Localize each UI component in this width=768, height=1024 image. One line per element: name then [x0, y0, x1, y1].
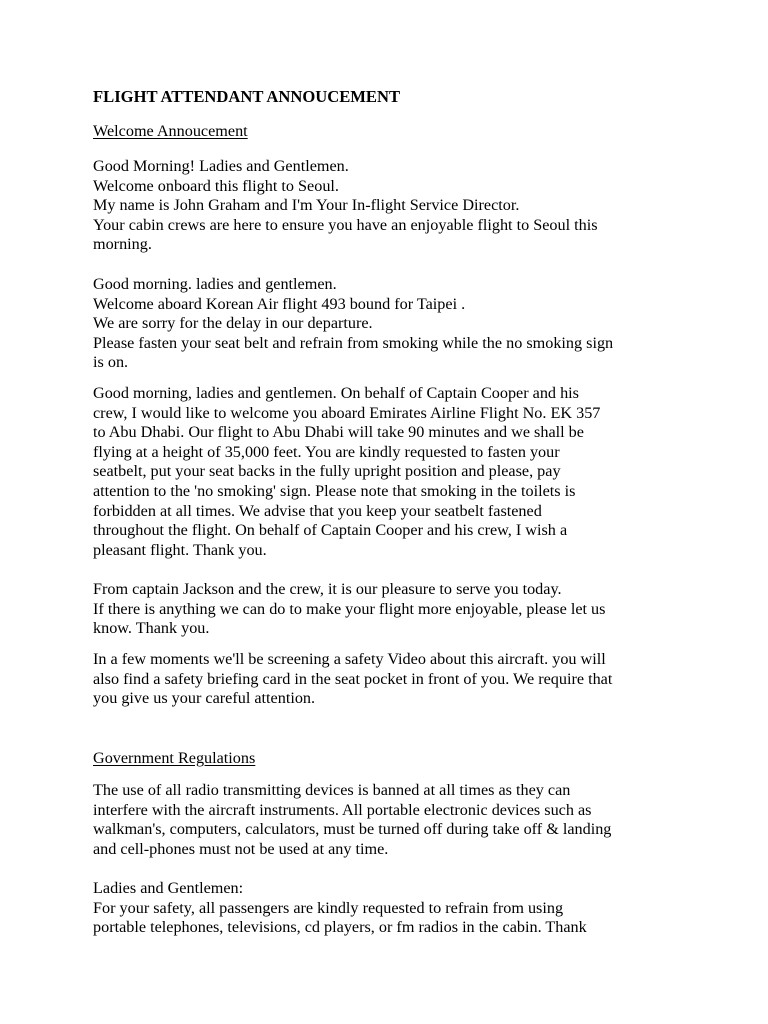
text-line: From captain Jackson and the crew, it is our pleasure to serve you today.	[93, 580, 562, 598]
text-line: If there is anything we can do to make your flight more enjoyable, please let us	[93, 599, 606, 618]
government-section-heading	[93, 749, 693, 769]
text-line: pleasant flight. Thank you.	[93, 540, 267, 559]
text-line: flying at a height of 35,000 feet. You are kindly requested to fasten your	[93, 442, 560, 461]
text-line: We are sorry for the delay in our departure.	[93, 314, 373, 333]
heading-text: Welcome Annoucement	[93, 122, 248, 140]
text-line: Your cabin crews are here to ensure you have an enjoyable flight to Seoul this	[93, 215, 598, 234]
text-line: is on.	[93, 353, 129, 372]
text-line: morning.	[93, 235, 152, 254]
text-line: Welcome aboard Korean Air flight 493 bound for Taipei .	[93, 294, 466, 313]
text-line: to Abu Dhabi. Our flight to Abu Dhabi will take 90 minutes and we shall be	[93, 423, 584, 442]
text-line: interfere with the aircraft instruments. All portable electronic devices such as	[93, 800, 592, 819]
heading-text: Government Regulations	[93, 749, 256, 767]
text-line: also find a safety briefing card in the seat pocket in front of you. We require that	[93, 669, 613, 688]
text-line: Good morning, ladies and gentlemen. On behalf of Captain Cooper and his	[93, 384, 579, 402]
welcome-section-heading	[93, 122, 693, 142]
paragraph-safety-video	[93, 650, 693, 709]
text-line: know. Thank you.	[93, 619, 210, 638]
text-line: Please fasten your seat belt and refrain from smoking while the no smoking sign	[93, 333, 614, 352]
text-line: My name is John Graham and I'm Your In-flight Service Director.	[93, 196, 520, 215]
text-line: Good morning. ladies and gentlemen.	[93, 275, 337, 293]
text-line: In a few moments we'll be screening a safety Video about this aircraft. you will	[93, 650, 606, 668]
title-text: FLIGHT ATTENDANT ANNOUCEMENT	[93, 87, 401, 106]
text-line: attention to the 'no smoking' sign. Please note that smoking in the toilets is	[93, 481, 576, 500]
paragraph-radio-devices	[93, 781, 693, 859]
text-line: Ladies and Gentlemen:	[93, 879, 244, 897]
text-line: throughout the flight. On behalf of Captain Cooper and his crew, I wish a	[93, 521, 568, 540]
text-line: forbidden at all times. We advise that you keep your seatbelt fastened	[93, 501, 542, 520]
text-line: portable telephones, televisions, cd players, or fm radios in the cabin. Thank	[93, 918, 587, 937]
text-line: The use of all radio transmitting devices is banned at all times as they can	[93, 781, 571, 799]
text-line: Welcome onboard this flight to Seoul.	[93, 176, 339, 195]
document-title	[93, 87, 693, 107]
text-line: For your safety, all passengers are kindly requested to refrain from using	[93, 898, 564, 917]
text-line: you give us your careful attention.	[93, 689, 316, 708]
text-line: Good Morning! Ladies and Gentlemen.	[93, 157, 349, 175]
paragraph-emirates	[93, 384, 693, 560]
text-line: seatbelt, put your seat backs in the fully upright position and please, pay	[93, 462, 561, 481]
text-line: and cell-phones must not be used at any time.	[93, 839, 389, 858]
paragraph-korean-air	[93, 275, 693, 373]
paragraph-captain-jackson	[93, 580, 693, 639]
text-line: crew, I would like to welcome you aboard Emirates Airline Flight No. EK 357	[93, 403, 601, 422]
paragraph-welcome-seoul	[93, 157, 693, 255]
paragraph-ladies-gentlemen	[93, 879, 693, 938]
text-line: walkman's, computers, calculators, must be turned off during take off & landing	[93, 820, 612, 839]
